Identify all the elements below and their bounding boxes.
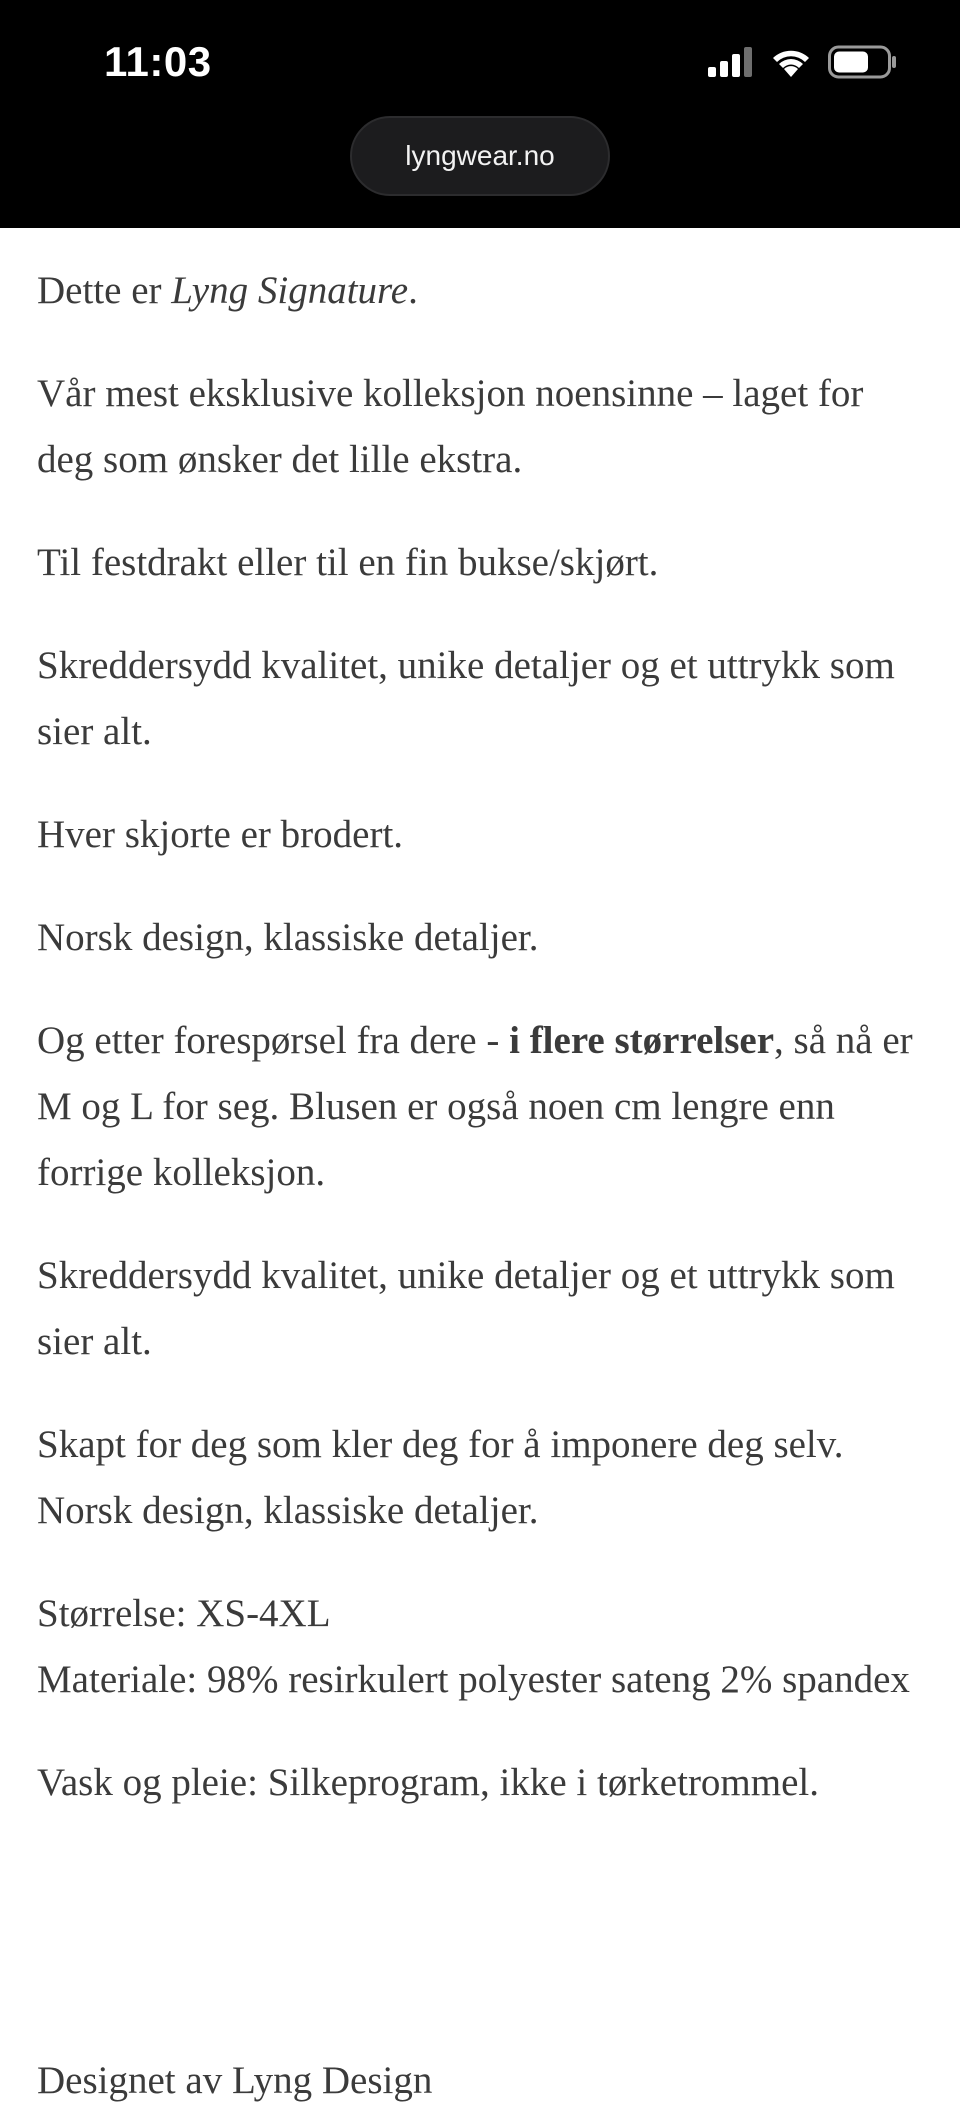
url-text: lyngwear.no (405, 140, 555, 171)
status-bar (0, 0, 960, 228)
designer-credit: Designet av Lyng Design (37, 2059, 433, 2102)
sizes-paragraph (37, 1008, 927, 1206)
battery-icon (828, 45, 898, 84)
specs-paragraph (37, 1581, 927, 1713)
description-paragraph: Skreddersydd kvalitet, unike detaljer og et uttrykk som sier alt. (37, 1254, 895, 1363)
care-paragraph: Vask og pleie: Silkeprogram, ikke i tørketrommel. (37, 1761, 819, 1804)
status-icons (708, 45, 898, 84)
size-spec: Størrelse: XS-4XL (37, 1592, 331, 1635)
status-time: 11:03 (104, 38, 212, 85)
sizes-highlight: i flere størrelser (509, 1019, 775, 1062)
description-paragraph: Skapt for deg som kler deg for å imponere deg selv. Norsk design, klassiske detaljer. (37, 1423, 844, 1532)
description-paragraph: Skreddersydd kvalitet, unike detaljer og et uttrykk som sier alt. (37, 644, 895, 753)
sizes-prefix: Og etter forespørsel fra dere - (37, 1019, 510, 1062)
browser-url-bar[interactable] (350, 116, 610, 196)
intro-paragraph (37, 258, 927, 324)
intro-prefix: Dette er (37, 269, 172, 312)
product-description (37, 258, 927, 1853)
material-spec: Materiale: 98% resirkulert polyester sateng 2% spandex (37, 1658, 910, 1701)
description-paragraph: Norsk design, klassiske detaljer. (37, 916, 539, 959)
collection-name: Lyng Signature (171, 269, 409, 312)
intro-suffix: . (408, 269, 418, 312)
description-paragraph: Til festdrakt eller til en fin bukse/skjørt. (37, 541, 659, 584)
description-paragraph: Vår mest eksklusive kolleksjon noensinne – laget for deg som ønsker det lille ekstra. (37, 372, 864, 481)
cellular-signal-icon (708, 47, 754, 82)
wifi-icon (770, 46, 812, 83)
description-paragraph: Hver skjorte er brodert. (37, 813, 404, 856)
sizes-suffix: , så nå er M og L for seg. Blusen er også noen cm lengre enn forrige kolleksjon. (37, 1019, 913, 1194)
